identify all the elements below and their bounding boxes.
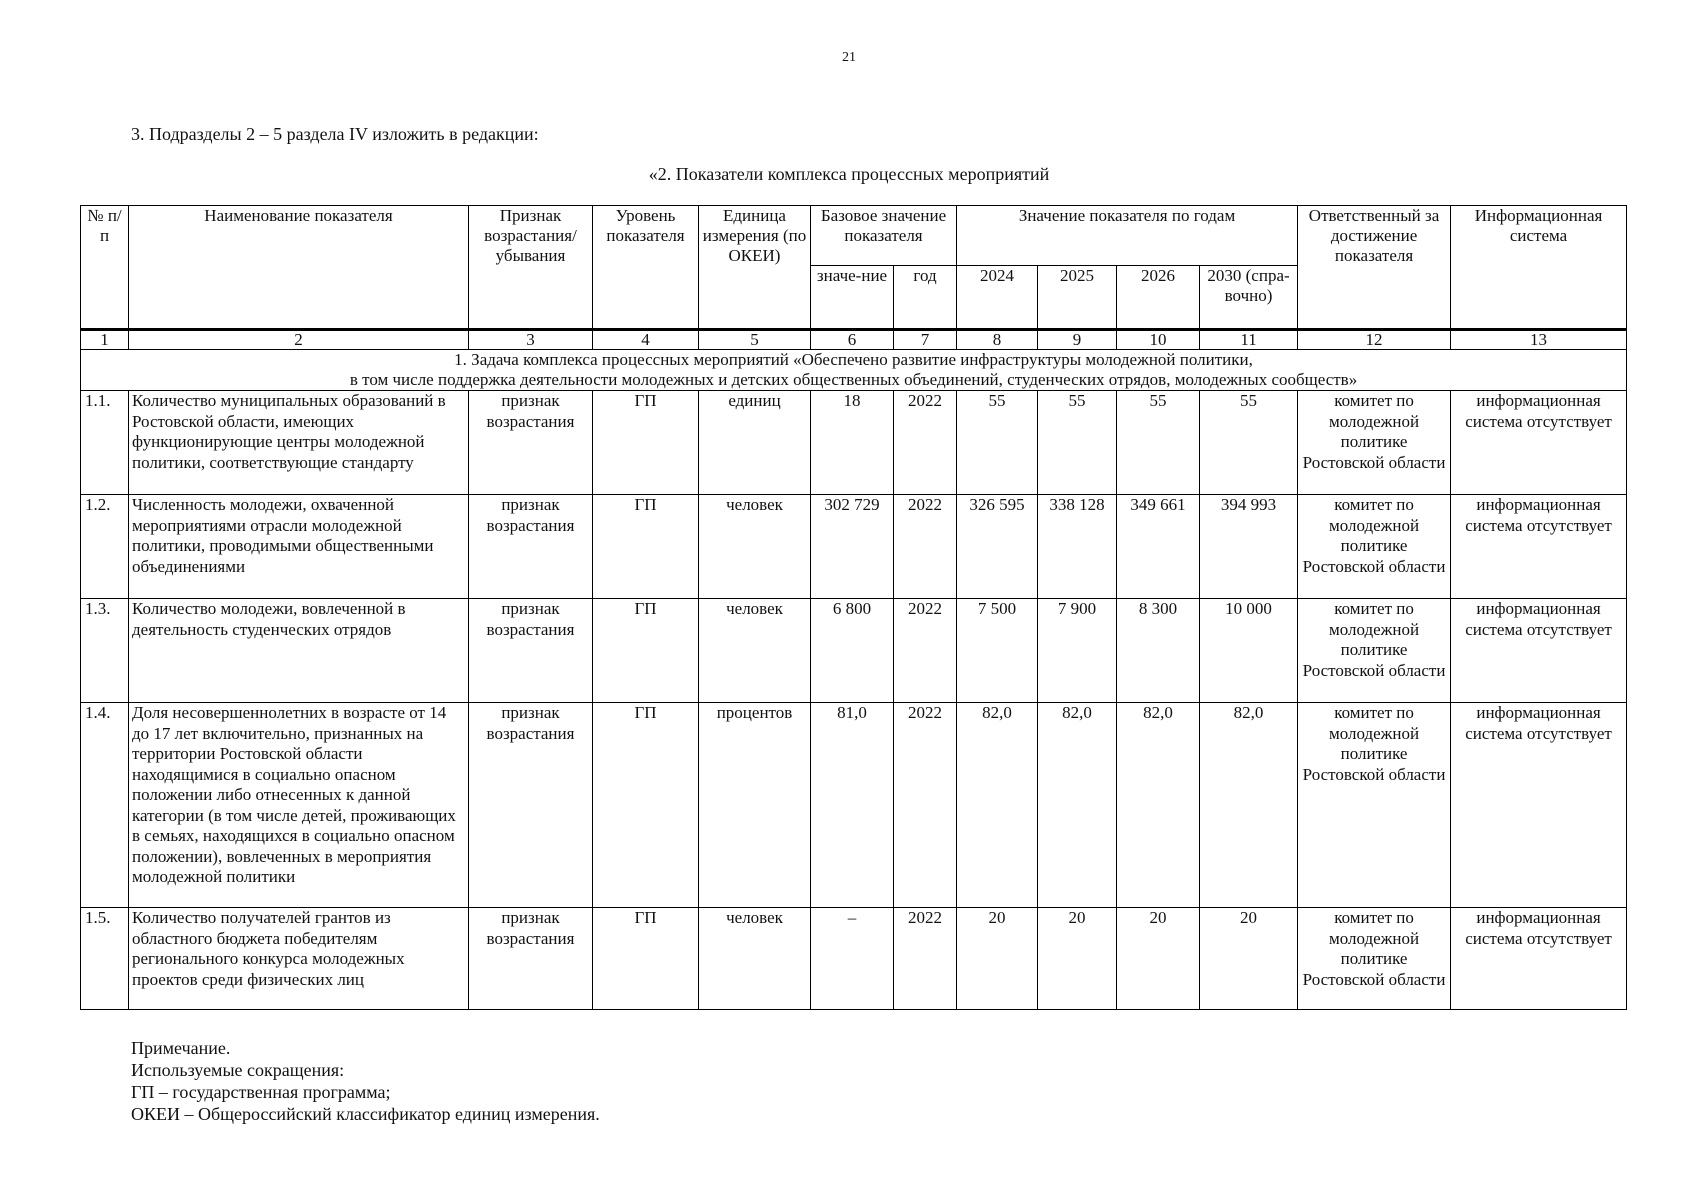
header-name: Наименование показателя xyxy=(129,206,469,330)
col-number: 12 xyxy=(1298,330,1451,350)
row-base-year: 2022 xyxy=(894,908,957,1010)
row-responsible: комитет по молодежной политике Ростовской области xyxy=(1298,495,1451,599)
row-value-2030: 55 xyxy=(1200,391,1298,495)
row-system: информационная система отсутствует xyxy=(1451,599,1627,703)
row-level: ГП xyxy=(593,599,699,703)
row-level: ГП xyxy=(593,495,699,599)
row-system: информационная система отсутствует xyxy=(1451,703,1627,908)
col-number: 6 xyxy=(811,330,894,350)
header-unit: Единица измерения (по ОКЕИ) xyxy=(699,206,811,330)
row-unit: человек xyxy=(699,599,811,703)
row-number: 1.5. xyxy=(81,908,129,1010)
row-base-year: 2022 xyxy=(894,599,957,703)
row-base-value: 6 800 xyxy=(811,599,894,703)
header-base-value: значе-ние xyxy=(811,266,894,330)
col-number: 11 xyxy=(1200,330,1298,350)
col-number: 2 xyxy=(129,330,469,350)
row-number: 1.4. xyxy=(81,703,129,908)
row-responsible: комитет по молодежной политике Ростовской области xyxy=(1298,391,1451,495)
row-unit: процентов xyxy=(699,703,811,908)
row-sign: признак возрастания xyxy=(469,908,593,1010)
header-2024: 2024 xyxy=(957,266,1038,330)
header-base-year: год xyxy=(894,266,957,330)
col-number: 8 xyxy=(957,330,1038,350)
row-value-2030: 394 993 xyxy=(1200,495,1298,599)
row-level: ГП xyxy=(593,703,699,908)
row-value-2025: 7 900 xyxy=(1038,599,1117,703)
notes-line: ГП – государственная программа; xyxy=(131,1082,391,1102)
row-value-2026: 8 300 xyxy=(1117,599,1200,703)
col-number: 7 xyxy=(894,330,957,350)
row-base-value: 18 xyxy=(811,391,894,495)
header-base: Базовое значение показателя xyxy=(811,206,957,266)
notes-line: ОКЕИ – Общероссийский классификатор единиц измерения. xyxy=(131,1104,600,1124)
header-system: Информационная система xyxy=(1451,206,1627,330)
row-value-2026: 20 xyxy=(1117,908,1200,1010)
col-number: 13 xyxy=(1451,330,1627,350)
row-base-year: 2022 xyxy=(894,391,957,495)
row-indicator-name: Количество получателей грантов из областного бюджета победителям регионального конкурса молодежных проектов среди физических лиц xyxy=(129,908,469,1010)
row-indicator-name: Доля несовершеннолетних в возрасте от 14 до 17 лет включительно, признанных на территории Ростовской области находящимися в социально опасном положении либо отнесенных к данной категории (в том числе детей, проживающих в семьях, находящихся в социально опасном положении), вовлеченных в мероприятия молодежной политики xyxy=(129,703,469,908)
col-number: 3 xyxy=(469,330,593,350)
notes-line: Используемые сокращения: xyxy=(131,1060,345,1080)
header-num: № п/п xyxy=(81,206,129,330)
row-sign: признак возрастания xyxy=(469,495,593,599)
row-value-2025: 338 128 xyxy=(1038,495,1117,599)
row-value-2024: 55 xyxy=(957,391,1038,495)
table-row xyxy=(81,599,1627,703)
task-title xyxy=(81,350,1627,391)
row-indicator-name: Количество молодежи, вовлеченной в деятельность студенческих отрядов xyxy=(129,599,469,703)
row-sign: признак возрастания xyxy=(469,599,593,703)
row-value-2026: 82,0 xyxy=(1117,703,1200,908)
row-sign: признак возрастания xyxy=(469,703,593,908)
row-responsible: комитет по молодежной политике Ростовской области xyxy=(1298,908,1451,1010)
row-value-2030: 82,0 xyxy=(1200,703,1298,908)
row-indicator-name: Численность молодежи, охваченной мероприятиями отрасли молодежной политики, проводимыми общественными объединениями xyxy=(129,495,469,599)
notes xyxy=(131,1037,600,1125)
row-value-2030: 20 xyxy=(1200,908,1298,1010)
row-value-2030: 10 000 xyxy=(1200,599,1298,703)
row-value-2025: 82,0 xyxy=(1038,703,1117,908)
header-responsible: Ответственный за достижение показателя xyxy=(1298,206,1451,330)
row-value-2026: 349 661 xyxy=(1117,495,1200,599)
row-number: 1.2. xyxy=(81,495,129,599)
task-title-line: в том числе поддержка деятельности молодежных и детских общественных объединений, студенческих отрядов, молодежных сообществ» xyxy=(349,370,1358,389)
row-level: ГП xyxy=(593,391,699,495)
row-indicator-name: Количество муниципальных образований в Ростовской области, имеющих функционирующие центры молодежной политики, соответствующие стандарту xyxy=(129,391,469,495)
row-unit: человек xyxy=(699,908,811,1010)
header-2026: 2026 xyxy=(1117,266,1200,330)
row-value-2024: 82,0 xyxy=(957,703,1038,908)
col-number: 1 xyxy=(81,330,129,350)
row-system: информационная система отсутствует xyxy=(1451,495,1627,599)
header-2025: 2025 xyxy=(1038,266,1117,330)
page-number: 21 xyxy=(842,50,856,65)
row-number: 1.1. xyxy=(81,391,129,495)
row-unit: человек xyxy=(699,495,811,599)
row-value-2024: 20 xyxy=(957,908,1038,1010)
row-base-year: 2022 xyxy=(894,703,957,908)
col-number: 4 xyxy=(593,330,699,350)
column-numbers-row xyxy=(81,330,1627,350)
header-row xyxy=(81,206,1627,266)
row-unit: единиц xyxy=(699,391,811,495)
header-sign: Признак возрастания/ убывания xyxy=(469,206,593,330)
table-title: «2. Показатели комплекса процессных мероприятий xyxy=(648,164,1050,184)
header-level: Уровень показателя xyxy=(593,206,699,330)
row-responsible: комитет по молодежной политике Ростовской области xyxy=(1298,703,1451,908)
row-value-2024: 326 595 xyxy=(957,495,1038,599)
row-value-2024: 7 500 xyxy=(957,599,1038,703)
row-value-2025: 20 xyxy=(1038,908,1117,1010)
row-level: ГП xyxy=(593,908,699,1010)
table-row xyxy=(81,703,1627,908)
header-2030: 2030 (спра-вочно) xyxy=(1200,266,1298,330)
row-number: 1.3. xyxy=(81,599,129,703)
row-system: информационная система отсутствует xyxy=(1451,908,1627,1010)
row-base-value: 302 729 xyxy=(811,495,894,599)
row-responsible: комитет по молодежной политике Ростовской области xyxy=(1298,599,1451,703)
table-row xyxy=(81,908,1627,1010)
row-value-2026: 55 xyxy=(1117,391,1200,495)
header-values: Значение показателя по годам xyxy=(957,206,1298,266)
indicators-table xyxy=(80,205,1627,1010)
task-row xyxy=(81,350,1627,391)
col-number: 10 xyxy=(1117,330,1200,350)
row-base-year: 2022 xyxy=(894,495,957,599)
row-base-value: – xyxy=(811,908,894,1010)
row-value-2025: 55 xyxy=(1038,391,1117,495)
row-system: информационная система отсутствует xyxy=(1451,391,1627,495)
intro-text: 3. Подразделы 2 – 5 раздела IV изложить в редакции: xyxy=(131,124,539,144)
table-row xyxy=(81,391,1627,495)
notes-title: Примечание. xyxy=(131,1038,231,1058)
row-base-value: 81,0 xyxy=(811,703,894,908)
row-sign: признак возрастания xyxy=(469,391,593,495)
col-number: 5 xyxy=(699,330,811,350)
task-title-line: 1. Задача комплекса процессных мероприятий «Обеспечено развитие инфраструктуры молодежной политики, xyxy=(454,350,1253,369)
table-row xyxy=(81,495,1627,599)
col-number: 9 xyxy=(1038,330,1117,350)
